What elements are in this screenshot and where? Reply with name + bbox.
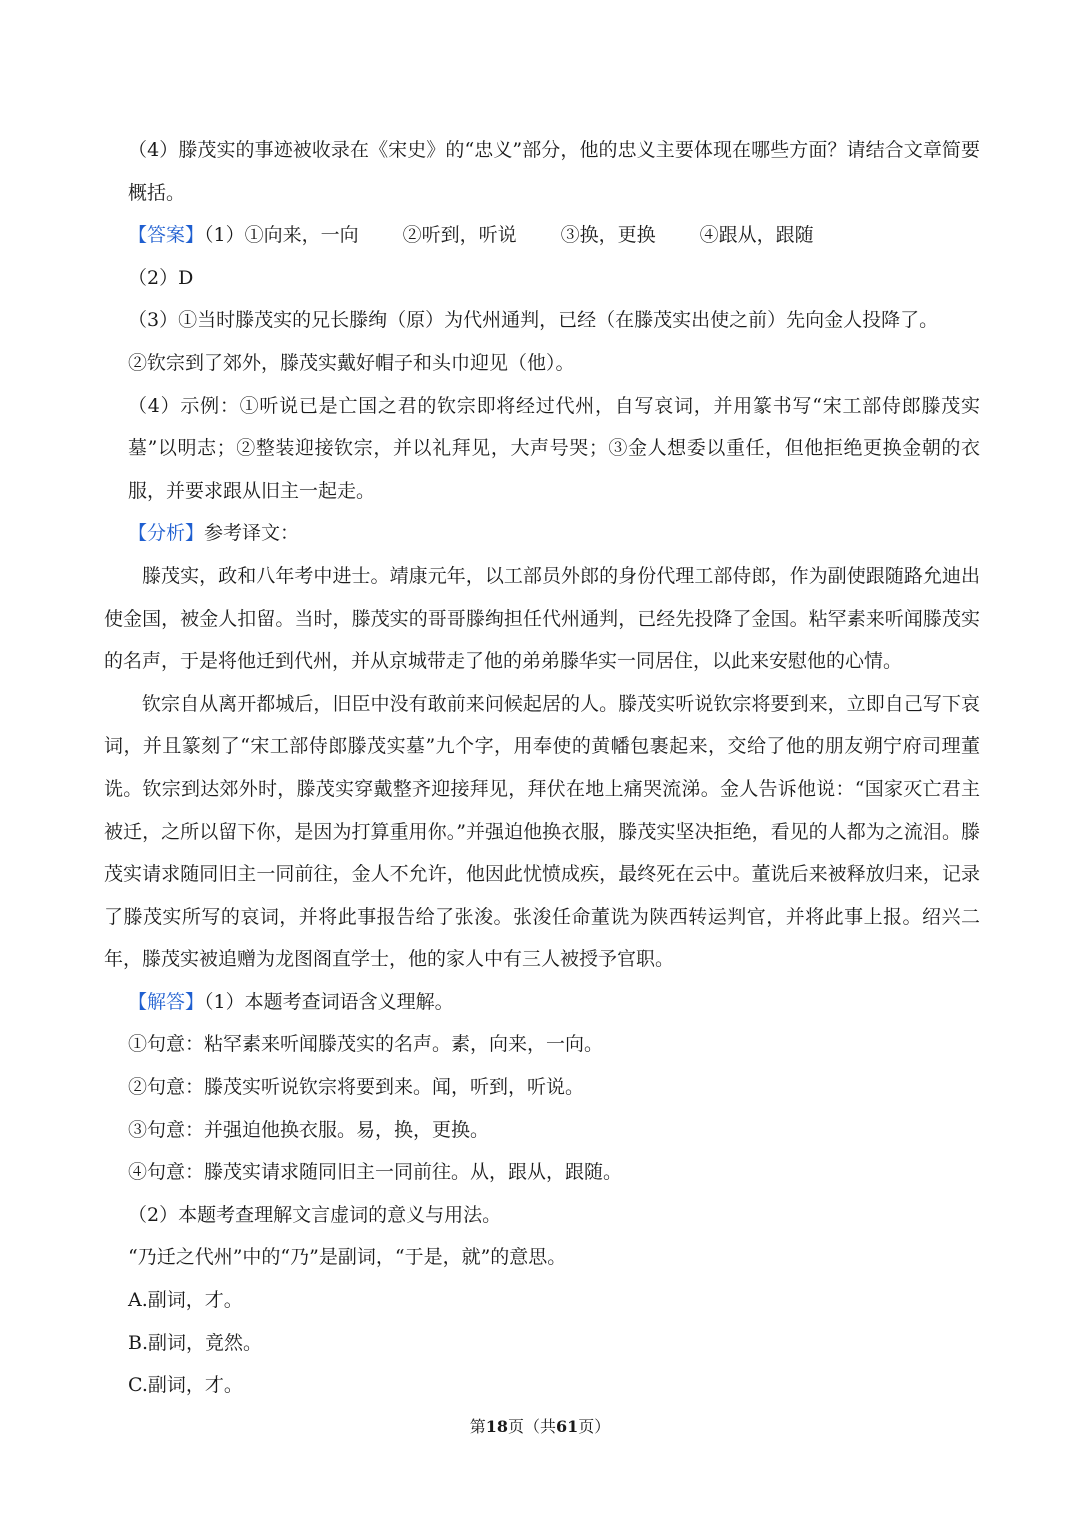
answer-item: ④跟从，跟随 (699, 224, 814, 247)
question-4: （4）滕茂实的事迹被收录在《宋史》的“忠义”部分，他的忠义主要体现在哪些方面？请结合文章简要概括。 (128, 139, 980, 204)
solution-line: ②句意：滕茂实听说钦宗将要到来。闻，听到，听说。 (128, 1076, 585, 1099)
option-a: A.副词，才。 (128, 1289, 243, 1312)
answer-item: ①向来，一向 (244, 224, 359, 247)
solution-q1-intro: 【解答】（1）本题考查词语含义理解。 (128, 990, 454, 1013)
answer-tag: 【答案】 (128, 224, 205, 247)
solution-line: ③句意：并强迫他换衣服。易，换，更换。 (128, 1118, 490, 1141)
page-footer: 第18页（共61页） (469, 1417, 611, 1436)
solution-line: ①句意：粘罕素来听闻滕茂实的名声。素，向来，一向。 (128, 1033, 604, 1056)
page-content (104, 129, 980, 1407)
page-number: 18 (485, 1417, 508, 1436)
translation-paragraph-1: 滕茂实，政和八年考中进士。靖康元年，以工部员外郎的身份代理工部侍郎，作为副使跟随路允迪出使金国，被金人扣留。当时，滕茂实的哥哥滕绚担任代州通判，已经先投降了金国。粘罕素来听闻滕茂实的名声，于是将他迁到代州，并从京城带走了他的弟弟滕华实一同居住，以此来安慰他的心情。 (104, 564, 980, 673)
answer-q1: 【答案】（1）①向来，一向 ②听到，听说 ③换，更换 ④跟从，跟随 (128, 224, 814, 247)
translation-paragraph-2: 钦宗自从离开都城后，旧臣中没有敢前来问候起居的人。滕茂实听说钦宗将要到来，立即自己写下哀词，并且篆刻了“宋工部侍郎滕茂实墓”九个字，用奉使的黄幡包裹起来，交给了他的朋友朔宁府司理董诜。钦宗到达郊外时，滕茂实穿戴整齐迎接拜见，拜伏在地上痛哭流涕。金人告诉他说：“国家灭亡君主被迁，之所以留下你，是因为打算重用你。”并强迫他换衣服，滕茂实坚决拒绝，看见的人都为之流泪。滕茂实请求随同旧主一同前往，金人不允许，他因此忧愤成疾，最终死在云中。董诜后来被释放归来，记录了滕茂实所写的哀词，并将此事报告给了张浚。张浚任命董诜为陕西转运判官，并将此事上报。绍兴二年，滕茂实被追赠为龙图阁直学士，他的家人中有三人被授予官职。 (104, 692, 980, 971)
solution-q2-intro: （2）本题考查理解文言虚词的意义与用法。 (128, 1203, 502, 1226)
solution-q2-note: “乃迁之代州”中的“乃”是副词，“于是，就”的意思。 (128, 1246, 567, 1269)
solution-line: ④句意：滕茂实请求随同旧主一同前往。从，跟从，跟随。 (128, 1161, 623, 1184)
answer-item: ②听到，听说 (402, 224, 517, 247)
analysis-header: 【分析】参考译文： (128, 522, 300, 545)
solution-tag: 【解答】 (128, 990, 205, 1013)
option-b: B.副词，竟然。 (128, 1331, 263, 1354)
answer-q3-line2: ②钦宗到了郊外，滕茂实戴好帽子和头巾迎见（他）。 (128, 351, 575, 374)
answer-q2: （2）D (128, 266, 194, 289)
answer-q3-line1: （3）①当时滕茂实的兄长滕绚（原）为代州通判，已经（在滕茂实出使之前）先向金人投降了。 (128, 309, 939, 332)
answer-item: ③换，更换 (560, 224, 656, 247)
total-pages: 61 (556, 1417, 579, 1436)
option-c: C.副词，才。 (128, 1374, 243, 1397)
analysis-tag: 【分析】 (128, 522, 205, 545)
answer-q4: （4）示例：①听说已是亡国之君的钦宗即将经过代州，自写哀词，并用篆书写“宋工部侍郎滕茂实墓”以明志；②整装迎接钦宗，并以礼拜见，大声号哭；③金人想委以重任，但他拒绝更换金朝的衣服，并要求跟从旧主一起走。 (128, 394, 980, 502)
